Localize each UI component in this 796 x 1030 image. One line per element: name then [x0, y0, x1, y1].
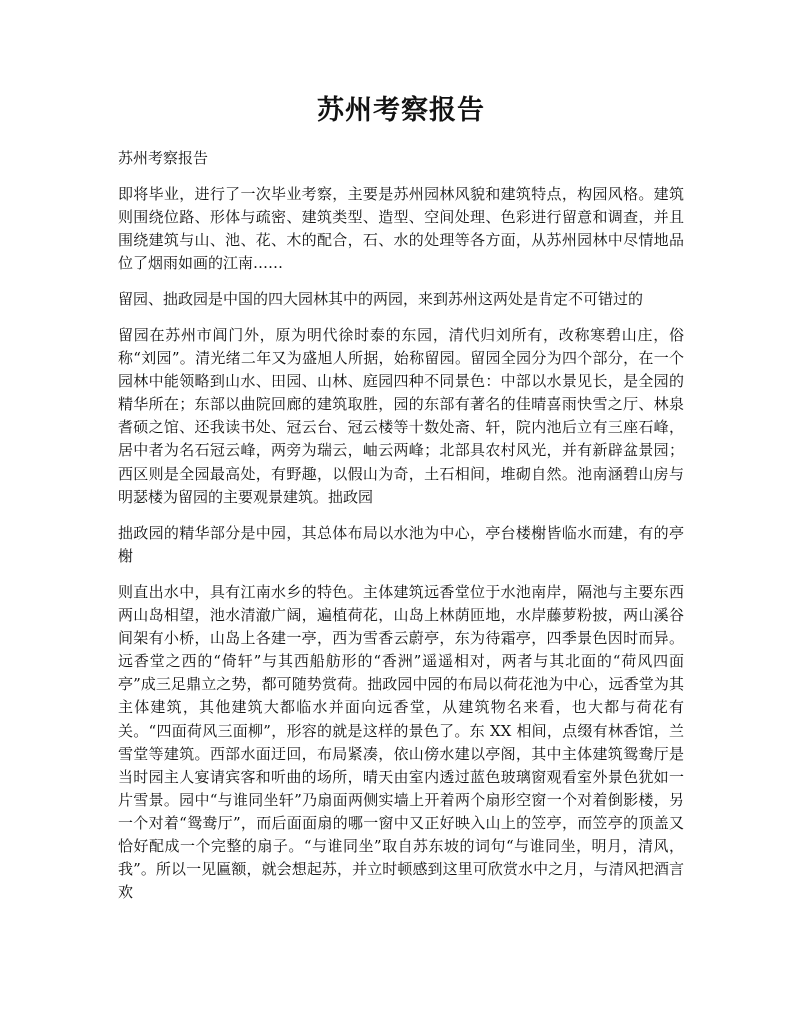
zhuozhengyuan-intro-paragraph: 拙政园的精华部分是中园，其总体布局以水池为中心，亭台楼榭皆临水而建，有的亭榭 [118, 524, 684, 566]
intro-paragraph: 即将毕业，进行了一次毕业考察，主要是苏州园林风貌和建筑特点，构园风格。建筑则围绕位路、形体与疏密、建筑类型、造型、空间处理、色彩进行留意和调查，并且围绕建筑与山、池、花、木的配合，石、水的处理等各方面，从苏州园林中尽情地品位了烟雨如画的江南…… [118, 185, 684, 273]
zhuozhengyuan-detail-paragraph: 则直出水中，具有江南水乡的特色。主体建筑远香堂位于水池南岸，隔池与主要东西两山岛相望，池水清澈广阔，遍植荷花，山岛上林荫匝地，水岸藤萝粉披，两山溪谷间架有小桥，山岛上各建一亭，西为雪香云蔚亭，东为待霜亭，四季景色因时而异。远香堂之西的“倚轩”与其西船舫形的“香洲”遥遥相对，两者与其北面的“荷风四面亭”成三足鼎立之势，都可随势赏荷。拙政园中园的布局以荷花池为中心，远香堂为其主体建筑，其他建筑大都临水并面向远香堂，从建筑物名来看，也大都与荷花有关。“四面荷风三面柳”，形容的就是这样的景色了。东 XX 相间，点缀有林香馆，兰雪堂等建筑。西部水面迂回，布局紧凑，依山傍水建以亭阁，其中主体建筑鸳鸯厅是当时园主人宴请宾客和听曲的场所，晴天由室内透过蓝色玻璃窗观看室外景色犹如一片雪景。园中“与谁同坐轩”乃扇面两侧实墙上开着两个扇形空窗一个对着倒影楼，另一个对着“鸳鸯厅”，而后面面扇的哪一窗中又正好映入山上的笠亭，而笠亭的顶盖又恰好配成一个完整的扇子。“与谁同坐”取自苏东坡的词句“与谁同坐，明月，清风，我”。所以一见匾额，就会想起苏，并立时顿感到这里可欣赏水中之月，与清风把酒言欢 [118, 583, 684, 902]
document-title: 苏州考察报告 [317, 95, 485, 126]
subtitle-paragraph: 苏州考察报告 [118, 149, 209, 167]
liuyuan-paragraph: 留园在苏州市阊门外，原为明代徐时泰的东园，清代归刘所有，改称寒碧山庄，俗称“刘园”。清光绪二年又为盛旭人所据，始称留园。留园全园分为四个部分，在一个园林中能领略到山水、田园、山林、庭园四种不同景色：中部以水景见长，是全园的精华所在；东部以曲院回廊的建筑取胜，园的东部有著名的佳晴喜雨快雪之厅、林泉耆硕之馆、还我读书处、冠云台、冠云楼等十数处斋、轩，院内池后立有三座石峰，居中者为名石冠云峰，两旁为瑞云，岫云两峰；北部具农村风光，并有新辟盆景园；西区则是全园最高处，有野趣，以假山为奇，土石相间，堆砌自然。池南涵碧山房与明瑟楼为留园的主要观景建筑。拙政园 [118, 326, 684, 506]
gardens-intro-paragraph: 留园、拙政园是中国的四大园林其中的两园，来到苏州这两处是肯定不可错过的 [118, 290, 644, 308]
